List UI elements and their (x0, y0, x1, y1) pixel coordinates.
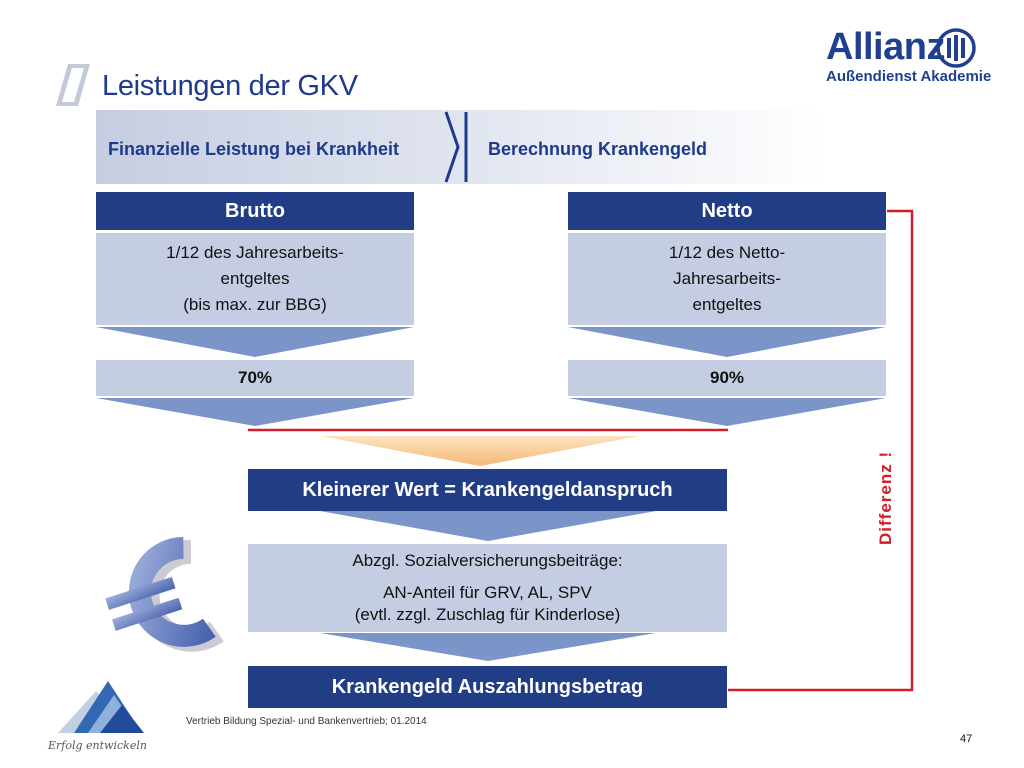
brutto-line-3: (bis max. zur BBG) (183, 295, 327, 314)
deduction-line-2: (evtl. zzgl. Zuschlag für Kinderlose) (354, 605, 621, 624)
comparison-funnel (320, 436, 640, 466)
result-arrow-2 (320, 633, 656, 661)
brutto-header: Brutto (96, 192, 414, 230)
breadcrumb-financial-benefit: Finanzielle Leistung bei Krankheit (108, 139, 400, 159)
netto-percent: 90% (568, 360, 886, 396)
footer-slogan: Erfolg entwickeln (48, 739, 147, 752)
breadcrumb-sick-pay-calculation: Berechnung Krankengeld (488, 139, 708, 159)
euro-icon (100, 528, 230, 668)
page-number: 47 (960, 733, 973, 745)
netto-line-2: Jahresarbeits- (673, 269, 781, 288)
difference-label: Differenz ! (876, 450, 895, 545)
footer-source: Vertrieb Bildung Spezial- und Bankenvertrieb; 01.2014 (186, 716, 427, 727)
netto-line-3: entgeltes (692, 295, 762, 314)
brutto-line-2: entgeltes (220, 269, 290, 288)
smaller-value-header: Kleinerer Wert = Krankengeldanspruch (248, 469, 727, 511)
footer-mountain-logo (44, 675, 166, 755)
deduction-title: Abzgl. Sozialversicherungsbeiträge: (352, 551, 623, 570)
deduction-line-1: AN-Anteil für GRV, AL, SPV (383, 583, 592, 602)
allianz-logo-subtitle: Außendienst Akademie (826, 68, 992, 85)
netto-line-1: 1/12 des Netto- (668, 243, 786, 262)
netto-header: Netto (568, 192, 886, 230)
result-arrow-1 (320, 511, 656, 541)
brutto-percent: 70% (96, 360, 414, 396)
payout-amount-header: Krankengeld Auszahlungsbetrag (248, 666, 727, 708)
page-title: Leistungen der GKV (102, 70, 358, 102)
brutto-line-1: 1/12 des Jahresarbeits- (166, 243, 344, 262)
allianz-logo-text: Allianz (826, 26, 945, 68)
deduction-box (248, 544, 727, 632)
